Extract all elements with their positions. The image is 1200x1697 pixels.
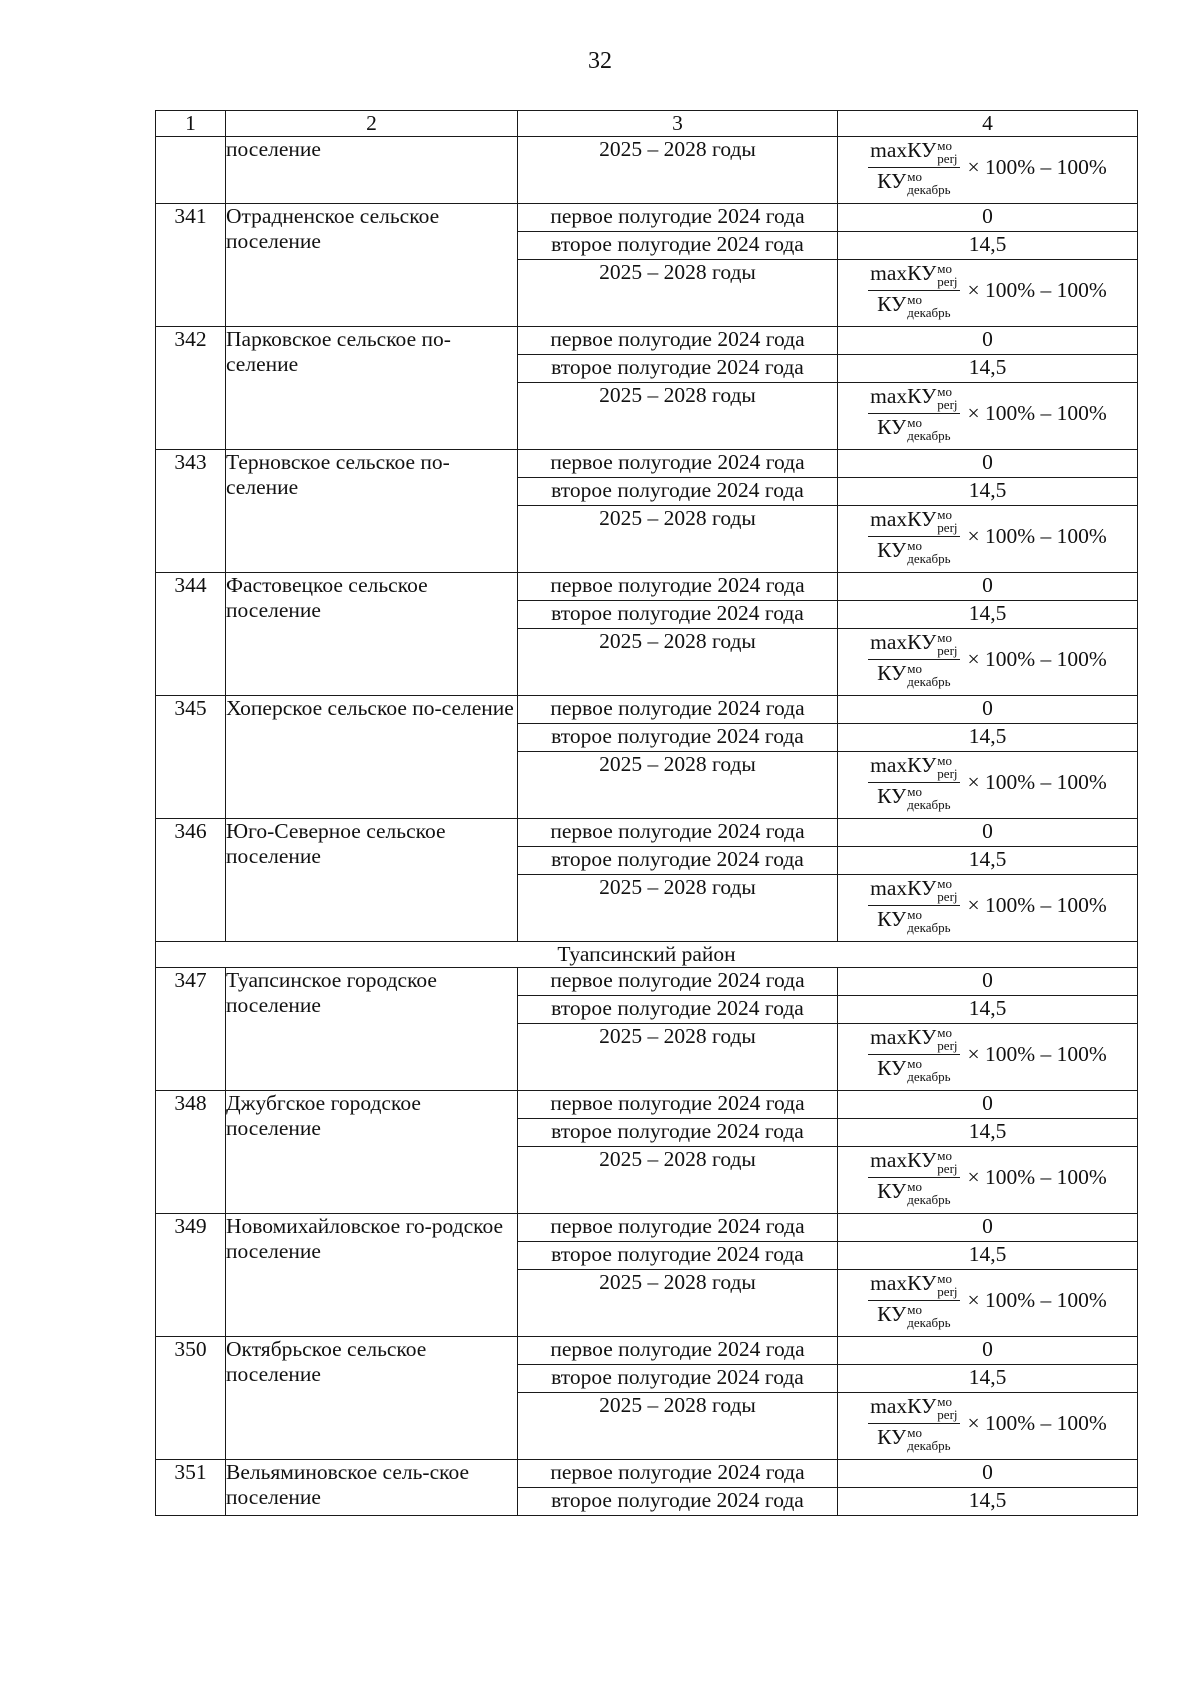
period-label: первое полугодие 2024 года (518, 1337, 838, 1365)
formula-fraction (868, 631, 959, 688)
index-value: 0 (838, 573, 1138, 601)
denominator-indices (907, 416, 950, 442)
denominator-sup: мо (907, 169, 922, 184)
formula-fraction (868, 1149, 959, 1206)
period-label: второе полугодие 2024 года (518, 1242, 838, 1270)
column-header-2: 2 (226, 111, 518, 137)
numerator-sup: мо (937, 261, 953, 276)
table-row (156, 573, 1138, 601)
numerator-sup: мо (937, 753, 953, 768)
period-label: первое полугодие 2024 года (518, 968, 838, 996)
formula-cell (838, 629, 1138, 696)
numerator-base: maxКУ (870, 752, 937, 777)
formula-numerator (868, 1272, 959, 1301)
formula-numerator (868, 385, 959, 414)
formula-fraction (868, 385, 959, 442)
index-value: 0 (838, 1337, 1138, 1365)
numerator-indices (937, 631, 957, 657)
denominator-indices (907, 539, 950, 565)
formula-denominator (875, 537, 952, 565)
growth-formula (868, 1026, 1107, 1083)
denominator-base: КУ (877, 168, 907, 193)
denominator-indices (907, 170, 950, 196)
period-label: первое полугодие 2024 года (518, 327, 838, 355)
numerator-sub: perj (937, 643, 958, 658)
formula-numerator (868, 1149, 959, 1178)
denominator-base: КУ (877, 1055, 907, 1080)
period-label: второе полугодие 2024 года (518, 232, 838, 260)
denominator-sup: мо (907, 784, 922, 799)
numerator-sub: perj (937, 889, 958, 904)
formula-multiplier: × 100% – 100% (967, 278, 1107, 302)
period-label: 2025 – 2028 годы (518, 383, 838, 450)
denominator-sub: декабрь (907, 1069, 951, 1084)
period-label: первое полугодие 2024 года (518, 696, 838, 724)
settlement-name: Отрадненское сельское поселение (226, 204, 518, 327)
numerator-sup: мо (937, 876, 953, 891)
period-label: 2025 – 2028 годы (518, 629, 838, 696)
index-value: 14,5 (838, 1242, 1138, 1270)
denominator-sup: мо (907, 292, 922, 307)
denominator-sub: декабрь (907, 1438, 951, 1453)
column-header-1: 1 (156, 111, 226, 137)
growth-formula (868, 631, 1107, 688)
row-number: 347 (156, 968, 226, 1091)
formula-fraction (868, 1272, 959, 1329)
period-label: второе полугодие 2024 года (518, 478, 838, 506)
index-value: 0 (838, 696, 1138, 724)
settlement-name: Терновское сельское по-селение (226, 450, 518, 573)
formula-multiplier: × 100% – 100% (967, 1288, 1107, 1312)
index-value: 14,5 (838, 478, 1138, 506)
formula-fraction (868, 1395, 959, 1452)
table-row (156, 1214, 1138, 1242)
district-name: Туапсинский район (156, 942, 1138, 968)
denominator-indices (907, 908, 950, 934)
period-label: второе полугодие 2024 года (518, 601, 838, 629)
formula-multiplier: × 100% – 100% (967, 1411, 1107, 1435)
settlement-name: Хоперское сельское по-селение (226, 696, 518, 819)
settlement-name: Вельяминовское сель-ское поселение (226, 1460, 518, 1516)
numerator-sup: мо (937, 138, 953, 153)
denominator-base: КУ (877, 1301, 907, 1326)
tariff-table (155, 110, 1138, 1516)
numerator-sub: perj (937, 520, 958, 535)
settlement-name: Юго-Северное сельское поселение (226, 819, 518, 942)
index-value: 0 (838, 204, 1138, 232)
table-row (156, 450, 1138, 478)
numerator-indices (937, 877, 957, 903)
formula-denominator (875, 168, 952, 196)
table-row (156, 696, 1138, 724)
row-number: 341 (156, 204, 226, 327)
table-row (156, 1091, 1138, 1119)
denominator-base: КУ (877, 537, 907, 562)
denominator-indices (907, 1057, 950, 1083)
period-label: первое полугодие 2024 года (518, 450, 838, 478)
growth-formula (868, 1272, 1107, 1329)
numerator-sub: perj (937, 1038, 958, 1053)
numerator-sup: мо (937, 1148, 953, 1163)
numerator-indices (937, 1395, 957, 1421)
denominator-indices (907, 785, 950, 811)
denominator-sub: декабрь (907, 182, 951, 197)
settlement-name: Фастовецкое сельское поселение (226, 573, 518, 696)
numerator-indices (937, 1272, 957, 1298)
column-header-4: 4 (838, 111, 1138, 137)
index-value: 14,5 (838, 1488, 1138, 1516)
growth-formula (868, 139, 1107, 196)
period-label: 2025 – 2028 годы (518, 137, 838, 204)
growth-formula (868, 877, 1107, 934)
formula-numerator (868, 139, 959, 168)
denominator-indices (907, 1180, 950, 1206)
table-row (156, 327, 1138, 355)
period-label: 2025 – 2028 годы (518, 1393, 838, 1460)
numerator-sup: мо (937, 384, 953, 399)
formula-multiplier: × 100% – 100% (967, 1165, 1107, 1189)
row-number: 349 (156, 1214, 226, 1337)
period-label: 2025 – 2028 годы (518, 1024, 838, 1091)
column-header-3: 3 (518, 111, 838, 137)
growth-formula (868, 1149, 1107, 1206)
denominator-sup: мо (907, 1302, 922, 1317)
formula-cell (838, 260, 1138, 327)
growth-formula (868, 385, 1107, 442)
denominator-indices (907, 293, 950, 319)
period-label: первое полугодие 2024 года (518, 204, 838, 232)
numerator-indices (937, 139, 957, 165)
formula-cell (838, 1270, 1138, 1337)
period-label: 2025 – 2028 годы (518, 1147, 838, 1214)
denominator-sup: мо (907, 907, 922, 922)
numerator-indices (937, 1026, 957, 1052)
period-label: первое полугодие 2024 года (518, 1214, 838, 1242)
period-label: второе полугодие 2024 года (518, 724, 838, 752)
numerator-indices (937, 754, 957, 780)
numerator-indices (937, 1149, 957, 1175)
formula-fraction (868, 1026, 959, 1083)
period-label: 2025 – 2028 годы (518, 875, 838, 942)
row-number: 346 (156, 819, 226, 942)
formula-fraction (868, 508, 959, 565)
numerator-sub: perj (937, 1284, 958, 1299)
index-value: 14,5 (838, 232, 1138, 260)
formula-numerator (868, 754, 959, 783)
formula-denominator (875, 1055, 952, 1083)
continuation-row (156, 137, 1138, 204)
numerator-base: maxКУ (870, 1147, 937, 1172)
index-value: 14,5 (838, 1119, 1138, 1147)
numerator-base: maxКУ (870, 629, 937, 654)
numerator-base: maxКУ (870, 875, 937, 900)
formula-cell (838, 137, 1138, 204)
settlement-name: Новомихайловское го-родское поселение (226, 1214, 518, 1337)
settlement-name: поселение (226, 137, 518, 204)
period-label: 2025 – 2028 годы (518, 506, 838, 573)
denominator-sub: декабрь (907, 428, 951, 443)
formula-fraction (868, 139, 959, 196)
period-label: второе полугодие 2024 года (518, 1488, 838, 1516)
denominator-sub: декабрь (907, 1192, 951, 1207)
denominator-sup: мо (907, 538, 922, 553)
table-row (156, 1337, 1138, 1365)
index-value: 0 (838, 968, 1138, 996)
period-label: второе полугодие 2024 года (518, 847, 838, 875)
numerator-base: maxКУ (870, 137, 937, 162)
row-number: 342 (156, 327, 226, 450)
row-number: 351 (156, 1460, 226, 1516)
period-label: первое полугодие 2024 года (518, 1460, 838, 1488)
formula-cell (838, 1147, 1138, 1214)
page-number: 32 (588, 48, 612, 74)
table-row (156, 1460, 1138, 1488)
numerator-base: maxКУ (870, 1393, 937, 1418)
growth-formula (868, 508, 1107, 565)
index-value: 0 (838, 1460, 1138, 1488)
formula-denominator (875, 660, 952, 688)
row-number: 345 (156, 696, 226, 819)
period-label: первое полугодие 2024 года (518, 819, 838, 847)
numerator-sub: perj (937, 1407, 958, 1422)
numerator-indices (937, 262, 957, 288)
formula-cell (838, 875, 1138, 942)
settlement-name: Джубгское городское поселение (226, 1091, 518, 1214)
numerator-sub: perj (937, 151, 958, 166)
denominator-sup: мо (907, 1179, 922, 1194)
header-row (156, 111, 1138, 137)
settlement-name: Парковское сельское по-селение (226, 327, 518, 450)
numerator-sub: perj (937, 397, 958, 412)
period-label: второе полугодие 2024 года (518, 355, 838, 383)
formula-cell (838, 1024, 1138, 1091)
formula-cell (838, 506, 1138, 573)
formula-denominator (875, 906, 952, 934)
table-row (156, 819, 1138, 847)
formula-denominator (875, 414, 952, 442)
numerator-sup: мо (937, 1025, 953, 1040)
numerator-sub: perj (937, 274, 958, 289)
formula-numerator (868, 877, 959, 906)
denominator-indices (907, 1426, 950, 1452)
index-value: 14,5 (838, 1365, 1138, 1393)
numerator-indices (937, 385, 957, 411)
formula-denominator (875, 1424, 952, 1452)
formula-multiplier: × 100% – 100% (967, 893, 1107, 917)
index-value: 0 (838, 327, 1138, 355)
period-label: 2025 – 2028 годы (518, 752, 838, 819)
numerator-base: maxКУ (870, 1270, 937, 1295)
numerator-base: maxКУ (870, 506, 937, 531)
growth-formula (868, 1395, 1107, 1452)
row-number: 350 (156, 1337, 226, 1460)
formula-numerator (868, 508, 959, 537)
formula-cell (838, 752, 1138, 819)
formula-denominator (875, 1301, 952, 1329)
row-number: 348 (156, 1091, 226, 1214)
district-row (156, 942, 1138, 968)
period-label: второе полугодие 2024 года (518, 996, 838, 1024)
numerator-sup: мо (937, 1394, 953, 1409)
row-number (156, 137, 226, 204)
formula-numerator (868, 1395, 959, 1424)
formula-fraction (868, 754, 959, 811)
formula-fraction (868, 262, 959, 319)
numerator-sup: мо (937, 1271, 953, 1286)
formula-cell (838, 383, 1138, 450)
formula-multiplier: × 100% – 100% (967, 770, 1107, 794)
row-number: 344 (156, 573, 226, 696)
denominator-sub: декабрь (907, 797, 951, 812)
index-value: 0 (838, 1214, 1138, 1242)
denominator-sup: мо (907, 661, 922, 676)
formula-multiplier: × 100% – 100% (967, 1042, 1107, 1066)
index-value: 14,5 (838, 996, 1138, 1024)
table-row (156, 968, 1138, 996)
formula-denominator (875, 291, 952, 319)
formula-cell (838, 1393, 1138, 1460)
period-label: второе полугодие 2024 года (518, 1119, 838, 1147)
denominator-sub: декабрь (907, 920, 951, 935)
formula-multiplier: × 100% – 100% (967, 647, 1107, 671)
row-number: 343 (156, 450, 226, 573)
index-value: 0 (838, 1091, 1138, 1119)
period-label: первое полугодие 2024 года (518, 1091, 838, 1119)
growth-formula (868, 262, 1107, 319)
formula-numerator (868, 1026, 959, 1055)
index-value: 14,5 (838, 724, 1138, 752)
formula-multiplier: × 100% – 100% (967, 401, 1107, 425)
formula-multiplier: × 100% – 100% (967, 524, 1107, 548)
period-label: первое полугодие 2024 года (518, 573, 838, 601)
denominator-base: КУ (877, 1424, 907, 1449)
denominator-sub: декабрь (907, 305, 951, 320)
period-label: 2025 – 2028 годы (518, 260, 838, 327)
denominator-indices (907, 1303, 950, 1329)
numerator-base: maxКУ (870, 260, 937, 285)
numerator-sup: мо (937, 630, 953, 645)
denominator-sub: декабрь (907, 551, 951, 566)
table-body (156, 111, 1138, 1516)
period-label: второе полугодие 2024 года (518, 1365, 838, 1393)
formula-numerator (868, 631, 959, 660)
index-value: 0 (838, 450, 1138, 478)
denominator-base: КУ (877, 660, 907, 685)
settlement-name: Октябрьское сельское поселение (226, 1337, 518, 1460)
denominator-sup: мо (907, 1056, 922, 1071)
formula-denominator (875, 783, 952, 811)
index-value: 14,5 (838, 847, 1138, 875)
index-value: 14,5 (838, 355, 1138, 383)
denominator-base: КУ (877, 291, 907, 316)
numerator-base: maxКУ (870, 1024, 937, 1049)
denominator-indices (907, 662, 950, 688)
table-row (156, 204, 1138, 232)
index-value: 14,5 (838, 601, 1138, 629)
denominator-base: КУ (877, 783, 907, 808)
denominator-sup: мо (907, 1425, 922, 1440)
denominator-base: КУ (877, 414, 907, 439)
formula-fraction (868, 877, 959, 934)
denominator-sub: декабрь (907, 1315, 951, 1330)
numerator-base: maxКУ (870, 383, 937, 408)
denominator-base: КУ (877, 906, 907, 931)
denominator-sup: мо (907, 415, 922, 430)
formula-denominator (875, 1178, 952, 1206)
growth-formula (868, 754, 1107, 811)
numerator-sub: perj (937, 766, 958, 781)
settlement-name: Туапсинское городское поселение (226, 968, 518, 1091)
numerator-indices (937, 508, 957, 534)
index-value: 0 (838, 819, 1138, 847)
denominator-base: КУ (877, 1178, 907, 1203)
formula-multiplier: × 100% – 100% (967, 155, 1107, 179)
denominator-sub: декабрь (907, 674, 951, 689)
period-label: 2025 – 2028 годы (518, 1270, 838, 1337)
formula-numerator (868, 262, 959, 291)
numerator-sub: perj (937, 1161, 958, 1176)
numerator-sup: мо (937, 507, 953, 522)
